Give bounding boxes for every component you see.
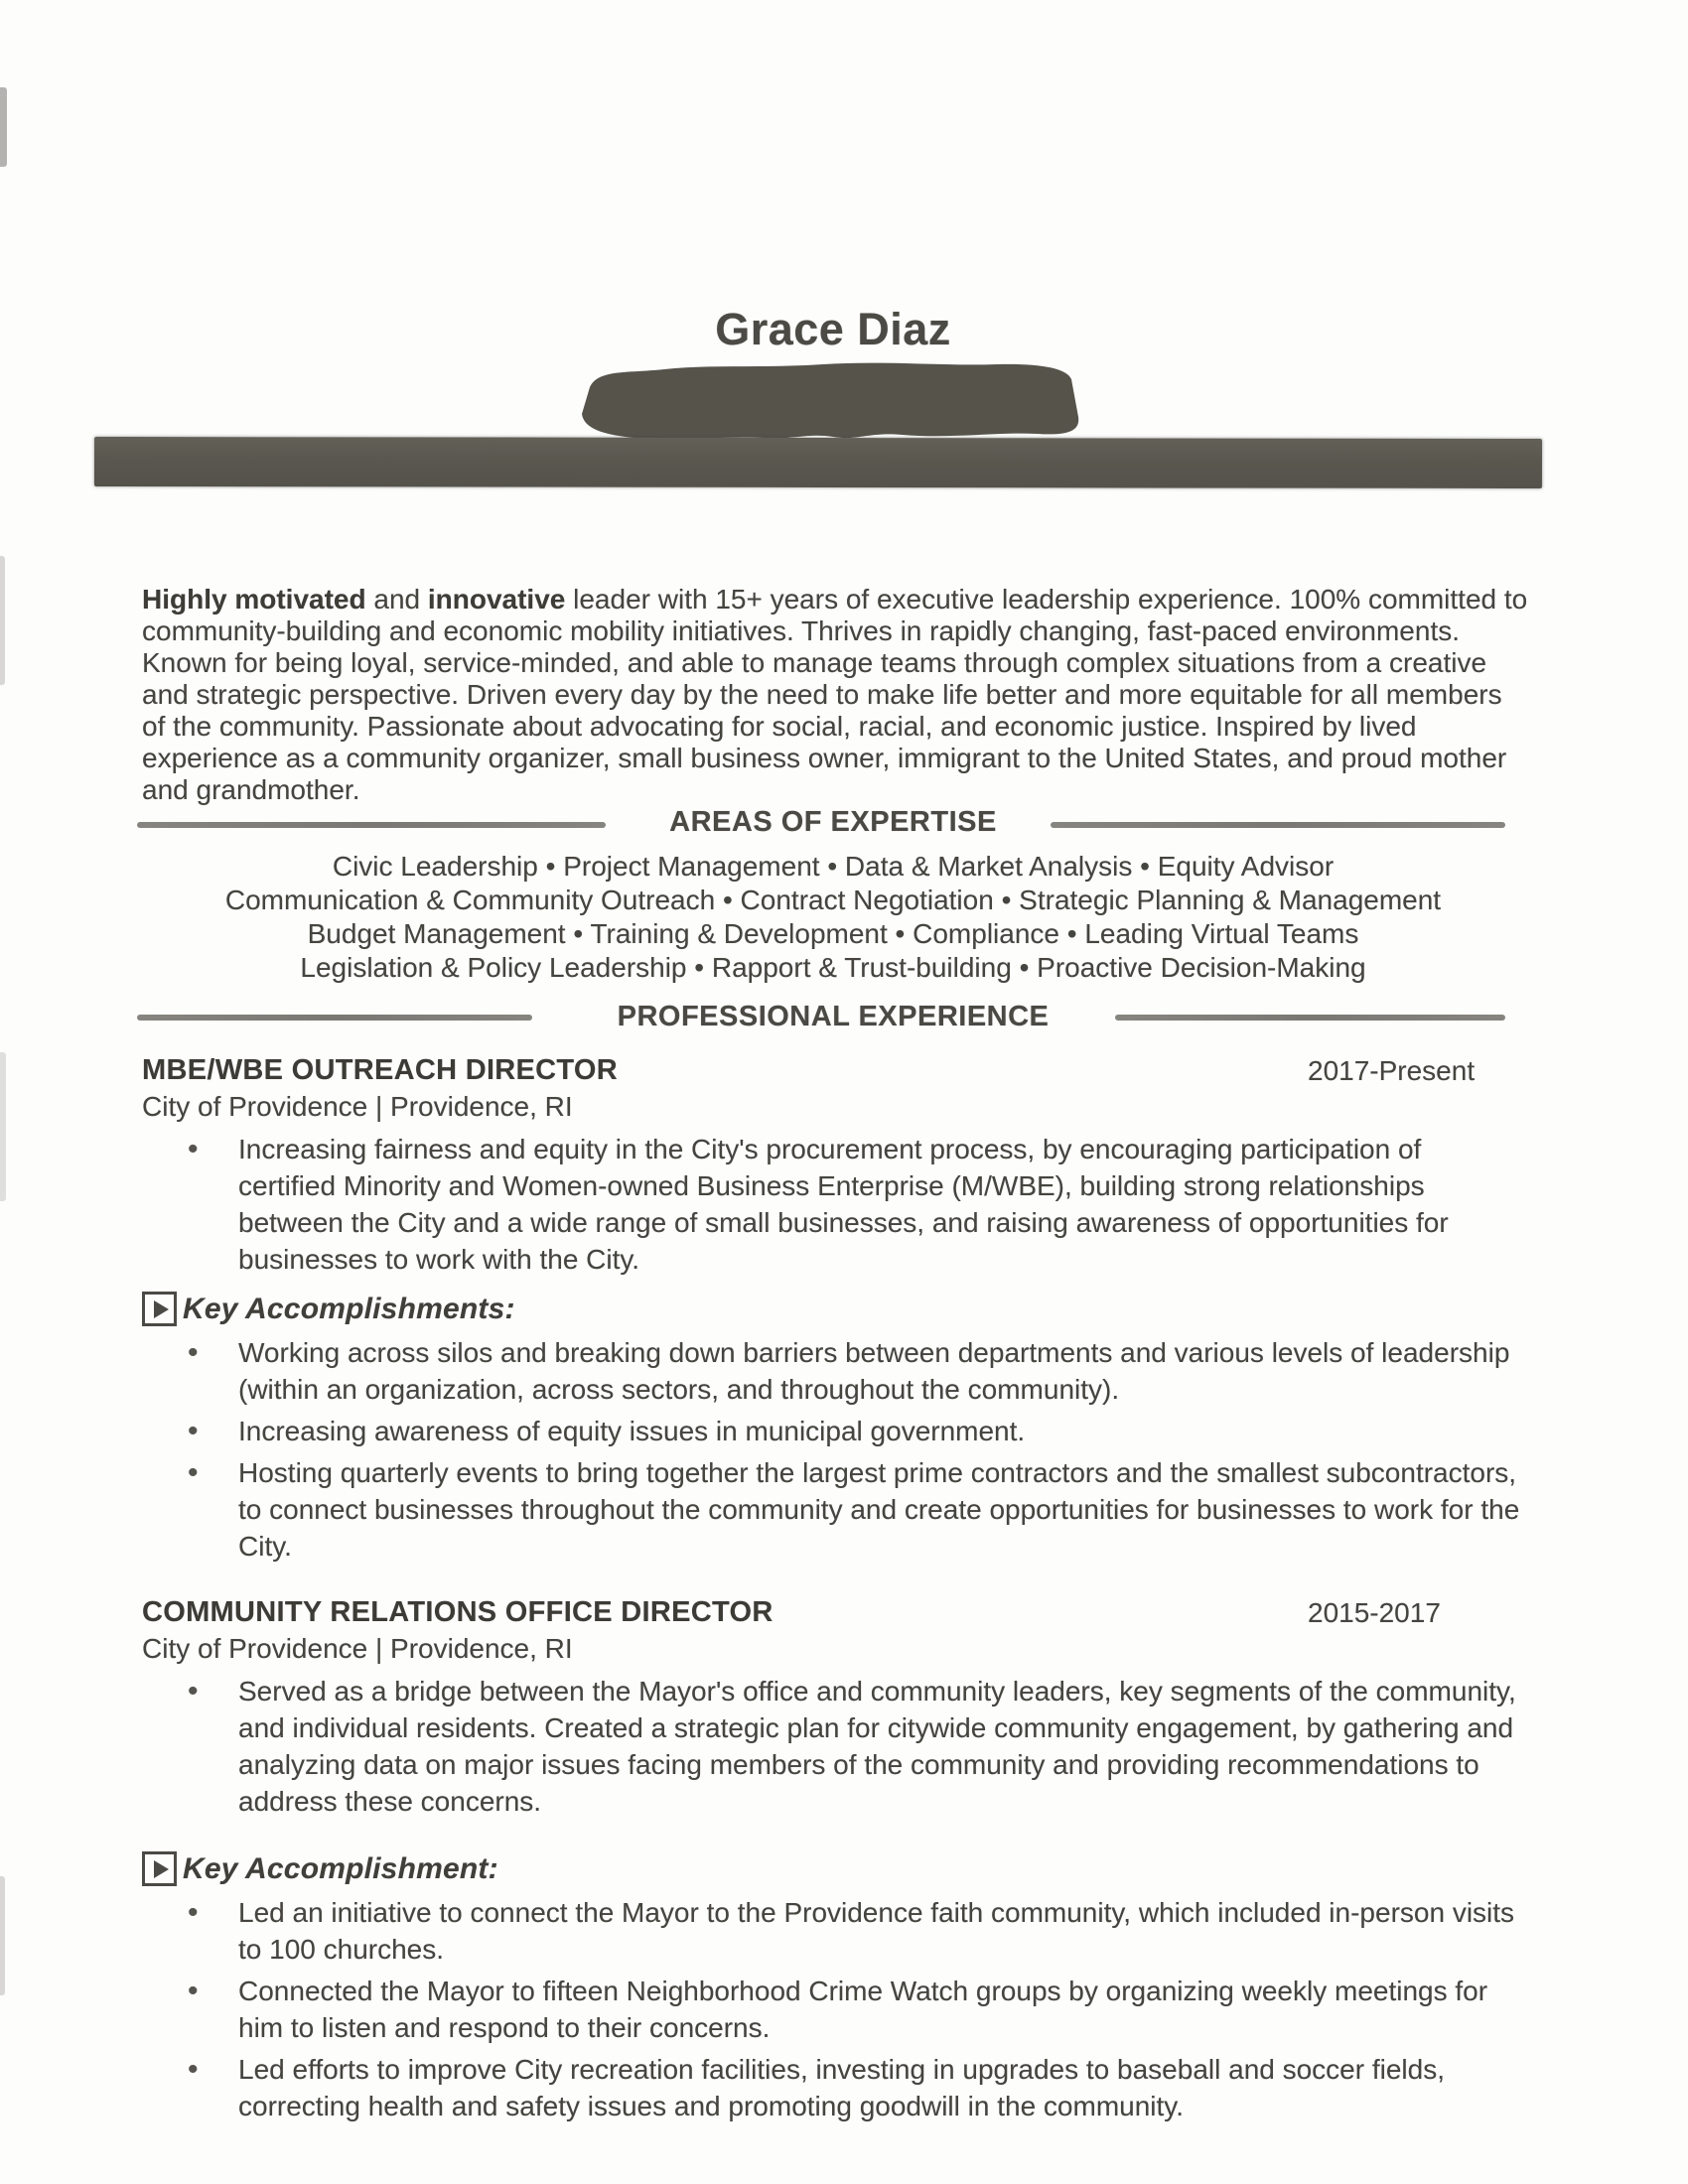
job-title-row [142,1596,1532,1630]
job-title: COMMUNITY RELATIONS OFFICE DIRECTOR [142,1596,774,1628]
job-bullet-list [142,1131,1522,1278]
key-bullet: • Led efforts to improve City recreation facilities, investing in upgrades to baseball and soccer fields, correcting health and safety issues and promoting goodwill in the community. [142,2051,1522,2124]
job-entry [142,1596,1532,2129]
job-title: MBE/WBE OUTREACH DIRECTOR [142,1054,619,1086]
divider-line [1115,1015,1505,1021]
key-accomplishments-heading: Key Accomplishment: [183,1851,498,1885]
expertise-line: Civic Leadership • Project Management • Data & Market Analysis • Equity Advisor [332,851,1335,882]
expertise-line: Communication & Community Outreach • Contract Negotiation • Strategic Planning & Management [224,885,1442,915]
job-entry [142,1054,1532,1570]
job-bullet-list [142,1673,1522,1820]
professional-experience-heading: PROFESSIONAL EXPERIENCE [617,1001,1050,1032]
scan-edge-artifact [0,87,7,167]
key-bullet: • Led an initiative to connect the Mayor to the Providence faith community, which included in-person visits to 100 churches. [142,1894,1522,1968]
job-dates: 2015-2017 [1308,1597,1441,1628]
job-dates: 2017-Present [1308,1055,1476,1086]
expertise-line: Legislation & Policy Leadership • Rapport & Trust-building • Proactive Decision-Making [300,952,1366,983]
expertise-list [149,850,1517,985]
scan-edge-artifact [0,1876,5,1995]
key-accomplishments-row [142,1292,1532,1326]
job-title-row [142,1054,1532,1088]
key-bullet: • Working across silos and breaking down barriers between departments and various levels of leadership (within an organization, across sectors, and throughout the community). [142,1334,1522,1408]
play-icon [142,1292,177,1326]
key-accomplishments-row [142,1851,1532,1886]
key-bullet-list [142,1334,1522,1565]
summary-paragraph: Highly motivated and innovative leader with 15+ years of executive leadership experience. 100% committed to community-building and economic mobility initiatives. Thrives in rapidly changing, fast-paced environments. Known for being loyal, service-minded, and able to manage teams through complex situations from a creative and strategic perspective. Driven every day by the need to make life better and more equitable for all members of the community. Passionate about advocating for social, racial, and economic justice. Inspired by lived experience as a community organizer, small business owner, immigrant to the United States, and proud mother and grandmother. [142,584,1528,805]
redacted-header-bar [94,437,1542,488]
key-bullet: • Connected the Mayor to fifteen Neighborhood Crime Watch groups by organizing weekly meetings for him to listen and respond to their concerns. [142,1973,1522,2046]
job-bullet: • Served as a bridge between the Mayor's office and community leaders, key segments of the community, and individual residents. Created a strategic plan for citywide community engagement, by gathering and analyzing data on major issues facing members of the community and providing recommendations to address these concerns. [142,1673,1522,1820]
job-organization: City of Providence | Providence, RI [142,1633,573,1664]
summary-bold-lead: Highly motivated [142,584,366,614]
job-organization: City of Providence | Providence, RI [142,1091,573,1122]
summary-bold-lead2: innovative [427,584,566,614]
areas-of-expertise-heading: AREAS OF EXPERTISE [669,806,997,838]
key-bullet-list [142,1894,1522,2124]
play-icon [142,1851,177,1886]
job-bullet: • Increasing fairness and equity in the City's procurement process, by encouraging participation of certified Minority and Women-owned Business Enterprise (M/WBE), building strong relationships between the City and a wide range of small businesses, and raising awareness of opportunities for businesses to work with the City. [142,1131,1522,1278]
key-bullet: • Increasing awareness of equity issues in municipal government. [142,1413,1522,1449]
page-title: Grace Diaz [715,304,951,354]
key-accomplishments-heading: Key Accomplishments: [183,1292,515,1325]
key-bullet: • Hosting quarterly events to bring together the largest prime contractors and the smallest subcontractors, to connect businesses throughout the community and create opportunities for businesses to work for the City. [142,1454,1522,1565]
scan-edge-artifact [0,1052,6,1201]
scan-edge-artifact [0,556,5,685]
redaction-mark [570,359,1088,447]
expertise-line: Budget Management • Training & Development • Compliance • Leading Virtual Teams [307,918,1359,949]
divider-line [1051,822,1505,828]
